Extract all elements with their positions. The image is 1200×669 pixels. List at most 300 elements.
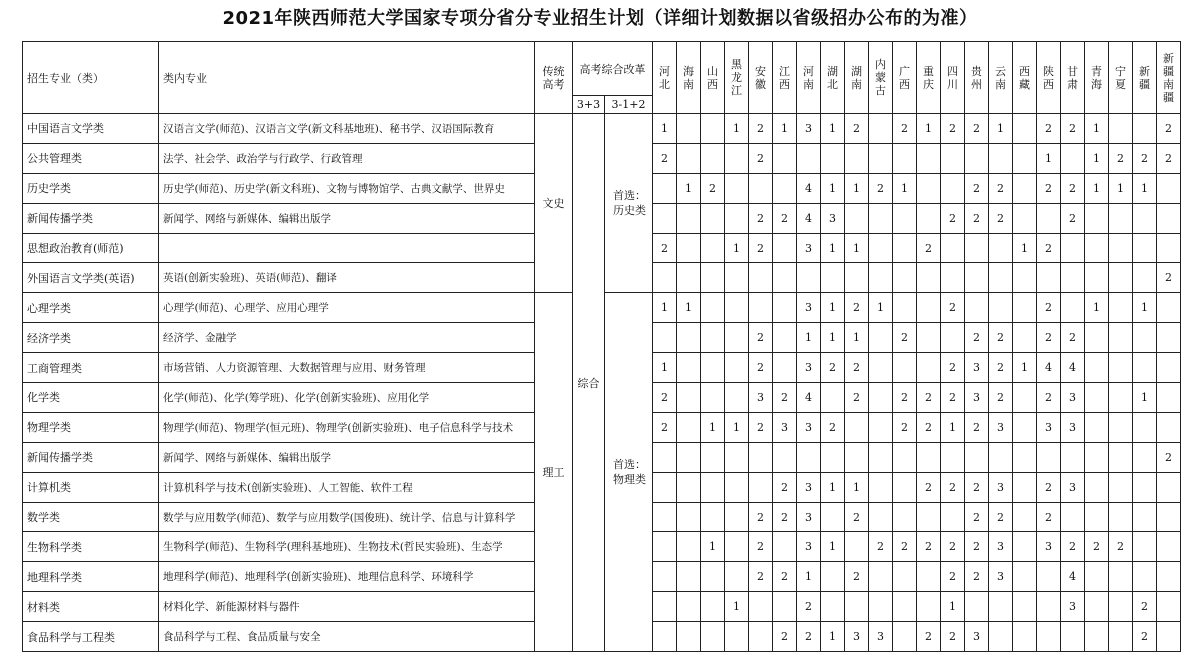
plan-count-cell — [1109, 472, 1133, 502]
plan-count-cell: 2 — [821, 353, 845, 383]
plan-count-cell: 2 — [749, 562, 773, 592]
plan-count-cell — [1085, 562, 1109, 592]
major-name: 心理学类 — [23, 293, 159, 323]
plan-count-cell — [1061, 233, 1085, 263]
plan-count-cell — [701, 263, 725, 293]
plan-count-cell — [1157, 293, 1181, 323]
plan-count-cell — [797, 442, 821, 472]
plan-count-cell — [773, 293, 797, 323]
plan-count-cell: 3 — [965, 622, 989, 652]
plan-count-cell: 1 — [797, 562, 821, 592]
header-province: 四川 — [941, 42, 965, 114]
plan-count-cell — [1133, 472, 1157, 502]
plan-count-cell — [677, 412, 701, 442]
plan-count-cell — [965, 442, 989, 472]
plan-count-cell: 2 — [1133, 622, 1157, 652]
plan-count-cell — [677, 143, 701, 173]
plan-count-cell: 2 — [893, 412, 917, 442]
plan-count-cell: 1 — [821, 532, 845, 562]
plan-count-cell — [893, 233, 917, 263]
plan-count-cell: 2 — [749, 353, 773, 383]
plan-count-cell — [821, 383, 845, 413]
plan-count-cell — [917, 592, 941, 622]
plan-count-cell — [1013, 562, 1037, 592]
plan-count-cell: 3 — [989, 472, 1013, 502]
plan-count-cell: 2 — [821, 412, 845, 442]
plan-count-cell: 2 — [893, 383, 917, 413]
major-name: 材料类 — [23, 592, 159, 622]
plan-count-cell: 3 — [797, 532, 821, 562]
plan-count-cell: 2 — [1037, 233, 1061, 263]
plan-count-cell: 1 — [1013, 353, 1037, 383]
plan-count-cell: 3 — [797, 233, 821, 263]
plan-count-cell: 2 — [845, 293, 869, 323]
plan-count-cell: 2 — [917, 412, 941, 442]
plan-count-cell: 2 — [941, 353, 965, 383]
plan-count-cell — [917, 502, 941, 532]
plan-count-cell — [1157, 323, 1181, 353]
plan-count-cell: 2 — [1037, 502, 1061, 532]
plan-count-cell — [941, 173, 965, 203]
plan-count-cell — [653, 203, 677, 233]
plan-count-cell — [749, 592, 773, 622]
plan-count-cell: 2 — [749, 233, 773, 263]
plan-count-cell: 2 — [749, 323, 773, 353]
plan-count-cell — [917, 203, 941, 233]
plan-count-cell: 1 — [725, 114, 749, 144]
plan-count-cell — [1133, 562, 1157, 592]
plan-count-cell — [1157, 353, 1181, 383]
plan-count-cell: 1 — [869, 293, 893, 323]
plan-count-cell — [869, 233, 893, 263]
plan-count-cell: 4 — [1037, 353, 1061, 383]
plan-count-cell — [725, 173, 749, 203]
plan-count-cell — [653, 502, 677, 532]
plan-count-cell: 3 — [989, 412, 1013, 442]
plan-count-cell — [989, 293, 1013, 323]
header-province: 江西 — [773, 42, 797, 114]
plan-count-cell: 2 — [893, 532, 917, 562]
plan-count-cell — [653, 532, 677, 562]
plan-count-cell: 2 — [917, 622, 941, 652]
sub-majors: 地理科学(师范)、地理科学(创新实验班)、地理信息科学、环境科学 — [159, 562, 535, 592]
header-province: 甘肃 — [1061, 42, 1085, 114]
plan-count-cell — [869, 472, 893, 502]
plan-count-cell — [725, 323, 749, 353]
major-name: 思想政治教育(师范) — [23, 233, 159, 263]
plan-count-cell — [1109, 592, 1133, 622]
plan-count-cell — [845, 592, 869, 622]
plan-count-cell — [725, 353, 749, 383]
plan-count-cell — [869, 263, 893, 293]
plan-count-cell: 2 — [869, 532, 893, 562]
plan-count-cell: 2 — [965, 323, 989, 353]
plan-count-cell: 3 — [1061, 383, 1085, 413]
plan-count-cell — [893, 353, 917, 383]
plan-count-cell: 2 — [773, 562, 797, 592]
plan-count-cell — [1109, 263, 1133, 293]
plan-count-cell — [1109, 323, 1133, 353]
plan-count-cell — [917, 173, 941, 203]
header-province: 黑龙江 — [725, 42, 749, 114]
plan-count-cell — [725, 532, 749, 562]
plan-count-cell: 1 — [821, 472, 845, 502]
plan-count-cell — [701, 562, 725, 592]
group-zonghe: 综合 — [573, 114, 605, 652]
header-province: 云南 — [989, 42, 1013, 114]
plan-count-cell — [1061, 622, 1085, 652]
plan-count-cell — [893, 203, 917, 233]
header-sub-majors: 类内专业 — [159, 42, 535, 114]
plan-count-cell — [653, 622, 677, 652]
sub-majors: 汉语言文学(师范)、汉语言文学(新文科基地班)、秘书学、汉语国际教育 — [159, 114, 535, 144]
plan-count-cell — [989, 622, 1013, 652]
plan-count-cell: 2 — [893, 323, 917, 353]
plan-count-cell: 2 — [1061, 532, 1085, 562]
plan-count-cell: 1 — [725, 412, 749, 442]
plan-count-cell — [1157, 412, 1181, 442]
major-name: 物理学类 — [23, 412, 159, 442]
header-province: 安徽 — [749, 42, 773, 114]
plan-count-cell — [677, 592, 701, 622]
plan-count-cell — [725, 502, 749, 532]
plan-count-cell — [797, 263, 821, 293]
plan-count-cell: 2 — [1157, 263, 1181, 293]
plan-count-cell — [1085, 622, 1109, 652]
plan-count-cell — [869, 502, 893, 532]
plan-count-cell: 1 — [941, 412, 965, 442]
plan-count-cell: 2 — [749, 532, 773, 562]
plan-count-cell — [821, 442, 845, 472]
plan-count-cell — [869, 203, 893, 233]
sub-majors: 物理学(师范)、物理学(恒元班)、物理学(创新实验班)、电子信息科学与技术 — [159, 412, 535, 442]
plan-count-cell: 1 — [1085, 173, 1109, 203]
plan-count-cell: 4 — [797, 173, 821, 203]
sub-majors: 生物科学(师范)、生物科学(理科基地班)、生物技术(哲民实验班)、生态学 — [159, 532, 535, 562]
plan-count-cell — [677, 622, 701, 652]
plan-count-cell: 2 — [965, 114, 989, 144]
plan-count-cell — [677, 233, 701, 263]
plan-count-cell — [725, 442, 749, 472]
header-reform-33: 3+3 — [573, 96, 605, 114]
plan-count-cell — [869, 383, 893, 413]
plan-count-cell: 1 — [1133, 173, 1157, 203]
plan-count-cell — [1013, 412, 1037, 442]
plan-count-cell — [1037, 622, 1061, 652]
plan-count-cell — [677, 353, 701, 383]
plan-count-cell — [1157, 203, 1181, 233]
plan-count-cell: 2 — [1061, 323, 1085, 353]
plan-count-cell — [1157, 233, 1181, 263]
plan-count-cell — [1157, 173, 1181, 203]
plan-count-cell: 2 — [749, 412, 773, 442]
plan-count-cell — [893, 263, 917, 293]
plan-count-cell — [1085, 353, 1109, 383]
plan-count-cell — [893, 293, 917, 323]
plan-count-cell: 2 — [965, 173, 989, 203]
plan-count-cell — [677, 532, 701, 562]
plan-count-cell: 2 — [1037, 173, 1061, 203]
major-name: 化学类 — [23, 383, 159, 413]
plan-count-cell — [1013, 502, 1037, 532]
plan-count-cell — [989, 233, 1013, 263]
plan-count-cell — [1133, 502, 1157, 532]
plan-count-cell: 1 — [701, 412, 725, 442]
plan-count-cell: 3 — [1061, 412, 1085, 442]
plan-count-cell: 2 — [845, 353, 869, 383]
plan-count-cell — [725, 472, 749, 502]
plan-count-cell: 2 — [1037, 293, 1061, 323]
header-province: 新疆南疆 — [1157, 42, 1181, 114]
plan-count-cell — [1133, 233, 1157, 263]
plan-count-cell — [677, 472, 701, 502]
plan-count-cell: 3 — [749, 383, 773, 413]
plan-count-cell — [797, 143, 821, 173]
plan-count-cell: 2 — [1037, 472, 1061, 502]
sub-majors: 新闻学、网络与新媒体、编辑出版学 — [159, 442, 535, 472]
plan-count-cell: 2 — [773, 203, 797, 233]
plan-count-cell — [653, 263, 677, 293]
plan-count-cell: 1 — [773, 114, 797, 144]
plan-count-cell: 2 — [1085, 532, 1109, 562]
major-name: 食品科学与工程类 — [23, 622, 159, 652]
plan-count-cell: 2 — [797, 592, 821, 622]
plan-count-cell — [677, 442, 701, 472]
plan-count-cell — [1133, 323, 1157, 353]
plan-count-cell — [701, 203, 725, 233]
plan-count-cell: 2 — [1133, 143, 1157, 173]
plan-count-cell: 2 — [1109, 532, 1133, 562]
plan-count-cell — [677, 114, 701, 144]
major-name: 数学类 — [23, 502, 159, 532]
header-province: 青海 — [1085, 42, 1109, 114]
plan-count-cell — [941, 233, 965, 263]
plan-count-cell — [1109, 353, 1133, 383]
plan-count-cell: 3 — [797, 502, 821, 532]
plan-count-cell: 2 — [701, 173, 725, 203]
plan-count-cell: 1 — [821, 173, 845, 203]
plan-count-cell — [749, 472, 773, 502]
plan-count-cell: 2 — [1037, 114, 1061, 144]
header-province: 宁夏 — [1109, 42, 1133, 114]
plan-count-cell — [1013, 442, 1037, 472]
plan-count-cell: 1 — [1085, 114, 1109, 144]
plan-count-cell: 1 — [845, 233, 869, 263]
plan-count-cell: 2 — [941, 622, 965, 652]
plan-count-cell — [845, 412, 869, 442]
plan-count-cell: 2 — [749, 143, 773, 173]
plan-count-cell: 3 — [797, 293, 821, 323]
plan-count-cell: 3 — [1037, 412, 1061, 442]
plan-count-cell — [1037, 263, 1061, 293]
plan-count-cell: 3 — [965, 353, 989, 383]
header-province: 海南 — [677, 42, 701, 114]
plan-count-cell — [677, 203, 701, 233]
plan-count-cell — [1109, 622, 1133, 652]
plan-count-cell — [989, 592, 1013, 622]
plan-count-cell — [989, 442, 1013, 472]
sub-majors: 数学与应用数学(师范)、数学与应用数学(国俊班)、统计学、信息与计算科学 — [159, 502, 535, 532]
sub-majors: 化学(师范)、化学(筹学班)、化学(创新实验班)、应用化学 — [159, 383, 535, 413]
plan-count-cell — [1037, 592, 1061, 622]
plan-count-cell: 2 — [653, 233, 677, 263]
sub-majors: 经济学、金融学 — [159, 323, 535, 353]
plan-count-cell: 2 — [797, 622, 821, 652]
plan-count-cell — [1085, 472, 1109, 502]
plan-count-cell: 4 — [1061, 353, 1085, 383]
plan-count-cell — [1109, 562, 1133, 592]
plan-count-cell: 1 — [797, 323, 821, 353]
plan-count-cell: 2 — [965, 532, 989, 562]
plan-count-cell: 1 — [893, 173, 917, 203]
plan-count-cell: 2 — [1157, 442, 1181, 472]
plan-count-cell — [893, 502, 917, 532]
plan-count-cell — [1085, 383, 1109, 413]
plan-count-cell — [701, 502, 725, 532]
plan-count-cell — [917, 353, 941, 383]
header-province: 内蒙古 — [869, 42, 893, 114]
plan-count-cell — [701, 114, 725, 144]
plan-count-cell: 3 — [797, 472, 821, 502]
plan-count-cell: 2 — [845, 114, 869, 144]
major-name: 公共管理类 — [23, 143, 159, 173]
plan-count-cell: 1 — [1133, 293, 1157, 323]
plan-count-cell — [749, 263, 773, 293]
plan-count-cell — [1037, 562, 1061, 592]
plan-count-cell: 3 — [845, 622, 869, 652]
plan-count-cell: 3 — [797, 412, 821, 442]
plan-count-cell — [917, 293, 941, 323]
plan-count-cell — [653, 562, 677, 592]
plan-count-cell: 2 — [917, 383, 941, 413]
plan-count-cell — [1085, 412, 1109, 442]
plan-count-cell — [701, 622, 725, 652]
page-title: 2021年陕西师范大学国家专项分省分专业招生计划（详细计划数据以省级招办公布的为准） — [222, 8, 978, 29]
plan-count-cell — [653, 323, 677, 353]
plan-count-cell — [1013, 293, 1037, 323]
plan-count-cell: 2 — [749, 203, 773, 233]
plan-count-cell — [749, 173, 773, 203]
plan-count-cell: 2 — [773, 622, 797, 652]
enrollment-plan-table — [22, 41, 1181, 652]
plan-count-cell: 2 — [1061, 173, 1085, 203]
plan-count-cell — [725, 263, 749, 293]
plan-count-cell — [965, 293, 989, 323]
plan-count-cell — [1085, 502, 1109, 532]
plan-count-cell: 2 — [941, 532, 965, 562]
sub-majors: 法学、社会学、政治学与行政学、行政管理 — [159, 143, 535, 173]
plan-count-cell — [653, 592, 677, 622]
plan-count-cell: 2 — [965, 412, 989, 442]
plan-count-cell — [869, 114, 893, 144]
plan-count-cell — [965, 592, 989, 622]
sub-majors — [159, 233, 535, 263]
plan-count-cell — [1013, 143, 1037, 173]
plan-count-cell — [677, 562, 701, 592]
plan-count-cell: 2 — [941, 203, 965, 233]
plan-count-cell: 1 — [725, 592, 749, 622]
plan-count-cell: 2 — [965, 472, 989, 502]
major-name: 工商管理类 — [23, 353, 159, 383]
plan-count-cell — [1061, 143, 1085, 173]
plan-count-cell — [653, 442, 677, 472]
plan-count-cell: 2 — [1109, 143, 1133, 173]
plan-count-cell: 1 — [1109, 173, 1133, 203]
plan-count-cell: 3 — [869, 622, 893, 652]
plan-count-cell — [917, 562, 941, 592]
plan-count-cell — [965, 233, 989, 263]
plan-count-cell — [1013, 323, 1037, 353]
plan-count-cell: 2 — [845, 383, 869, 413]
plan-count-cell: 2 — [989, 323, 1013, 353]
header-province: 河南 — [797, 42, 821, 114]
plan-count-cell — [1109, 442, 1133, 472]
plan-count-cell — [773, 532, 797, 562]
plan-count-cell: 3 — [773, 412, 797, 442]
plan-count-cell — [1037, 442, 1061, 472]
plan-count-cell — [1133, 532, 1157, 562]
plan-count-cell — [677, 323, 701, 353]
plan-count-cell — [701, 383, 725, 413]
plan-count-cell — [821, 502, 845, 532]
plan-count-cell — [701, 143, 725, 173]
header-province: 陕西 — [1037, 42, 1061, 114]
plan-count-cell — [845, 143, 869, 173]
plan-count-cell — [1133, 353, 1157, 383]
plan-count-cell: 2 — [893, 114, 917, 144]
header-province: 新疆 — [1133, 42, 1157, 114]
table-row — [23, 114, 1181, 144]
plan-count-cell — [893, 143, 917, 173]
plan-count-cell — [1133, 263, 1157, 293]
plan-count-cell: 2 — [989, 353, 1013, 383]
plan-count-cell: 2 — [1133, 592, 1157, 622]
plan-count-cell — [701, 442, 725, 472]
plan-count-cell — [917, 442, 941, 472]
plan-count-cell — [653, 472, 677, 502]
plan-count-cell — [1013, 622, 1037, 652]
plan-count-cell — [701, 233, 725, 263]
plan-count-cell — [917, 143, 941, 173]
plan-count-cell: 1 — [725, 233, 749, 263]
plan-count-cell — [677, 502, 701, 532]
sub-majors: 市场营销、人力资源管理、大数据管理与应用、财务管理 — [159, 353, 535, 383]
major-name: 生物科学类 — [23, 532, 159, 562]
plan-count-cell: 2 — [917, 532, 941, 562]
plan-count-cell — [773, 173, 797, 203]
plan-count-cell: 1 — [845, 173, 869, 203]
plan-count-cell: 1 — [821, 622, 845, 652]
plan-count-cell — [989, 143, 1013, 173]
plan-count-cell: 3 — [1061, 592, 1085, 622]
plan-count-cell — [1013, 203, 1037, 233]
major-name: 计算机类 — [23, 472, 159, 502]
plan-count-cell: 2 — [941, 114, 965, 144]
plan-count-cell — [893, 592, 917, 622]
major-name: 新闻传播学类 — [23, 442, 159, 472]
sub-majors: 心理学(师范)、心理学、应用心理学 — [159, 293, 535, 323]
plan-count-cell: 2 — [1061, 114, 1085, 144]
sub-majors: 新闻学、网络与新媒体、编辑出版学 — [159, 203, 535, 233]
plan-count-cell — [845, 442, 869, 472]
plan-count-cell: 2 — [1157, 143, 1181, 173]
group-history-first: 首选：历史类 — [605, 114, 653, 293]
plan-count-cell — [1013, 592, 1037, 622]
plan-count-cell — [845, 263, 869, 293]
plan-count-cell — [773, 353, 797, 383]
plan-count-cell — [701, 293, 725, 323]
plan-count-cell — [869, 412, 893, 442]
